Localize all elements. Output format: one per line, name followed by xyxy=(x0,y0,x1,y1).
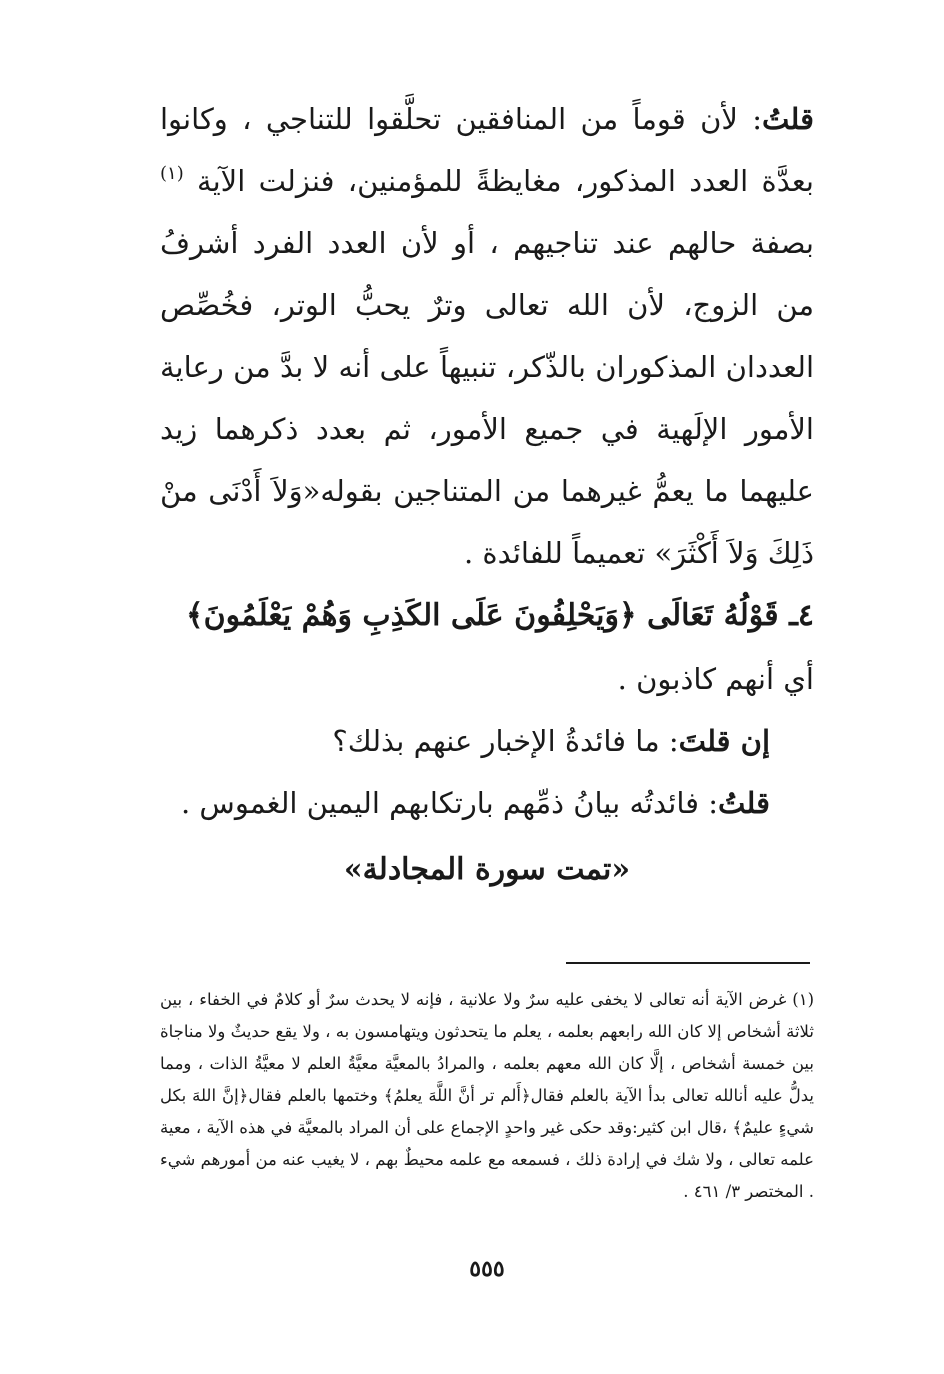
question-text: : ما فائدةُ الإخبار عنهم بذلك؟ xyxy=(332,724,679,758)
verse-heading: ٤ـ قَوْلُهُ تَعَالَى ﴿وَيَحْلِفُونَ عَلَى الكَذِبِ وَهُمْ يَعْلَمُونَ﴾ xyxy=(186,598,814,633)
page-number: ٥٥٥ xyxy=(469,1256,505,1282)
answer-label: قلتُ xyxy=(718,786,770,820)
paragraph-text: : لأن قوماً من المنافقين تحلَّقوا للتناجي ، وكانوا بعدَّة العدد المذكور، مغايظةً للمؤمنين، فنزلت الآية xyxy=(160,102,814,198)
paragraph-text: بصفة حالهم عند تناجيهم ، أو لأن العدد الفرد أشرفُ من الزوج، لأن الله تعالى وترٌ يحبُّ الوتر، فخُصِّص العددان المذكوران بالذّكر، تنبيهاً على أنه لا بدَّ من رعاية الأمور الإلَهية في جميع الأمور، ثم بعدد ذكرهما زيد عليهما ما يعمُّ غيرهما من المتناجين بقوله«وَلاَ أَدْنَى منْ ذَلِكَ وَلاَ أَكْثَرَ» تعميماً للفائدة . xyxy=(160,226,814,570)
footnotes xyxy=(160,984,814,1208)
surah-closing-title: «تمت سورة المجادلة» xyxy=(343,852,631,887)
verse-explanation: أي أنهم كاذبون . xyxy=(617,662,814,696)
footnote-divider xyxy=(566,962,810,964)
question-paragraph xyxy=(160,710,814,772)
answer-paragraph xyxy=(160,772,814,834)
answer-label: قلتُ xyxy=(762,102,814,136)
footnote-reference[interactable]: (١) xyxy=(160,163,184,184)
footnote-item: (١) غرض الآية أنه تعالى لا يخفى عليه سرٌ ولا علانية ، فإنه لا يحدث سرٌ أو كلامٌ في الخفاء ، بين ثلاثة أشخاص إلا كان الله رابعهم بعلمه ، يعلم ما يتحدثون ويتهامسون به ، ولا يقع حديثٌ ولا مناجاة بين خمسة أشخاص ، إلَّا كان الله معهم بعلمه ، والمرادُ بالمعيَّة معيَّةُ العلم لا معيَّةُ الذات ، ومما يدلُّ عليه أنالله تعالى بدأ الآية بالعلم فقال﴿أَلم تر أنَّ اللَّهَ يعلمُ﴾ وختمها بالعلم فقال﴿إنَّ اللهَ بكل شيءٍ عليمٌ﴾ ،قال ابن كثير:وقد حكى غير واحدٍ الإجماع على أن المراد بالمعيَّة في هذه الآية ، معية علمه تعالى ، ولا شك في إرادة ذلك ، فسمعه مع علمه محيطٌ بهم ، لا يغيب عنه من أمورهم شيء . المختصر ٣/ ٤٦١ . xyxy=(160,990,814,1201)
question-label: إن قلتَ xyxy=(678,724,770,758)
main-text xyxy=(160,88,814,834)
answer-text: : فائدتُه بيانُ ذمِّهم بارتكابهم اليمين الغموس . xyxy=(181,786,719,820)
paragraph-answer-1 xyxy=(160,88,814,584)
